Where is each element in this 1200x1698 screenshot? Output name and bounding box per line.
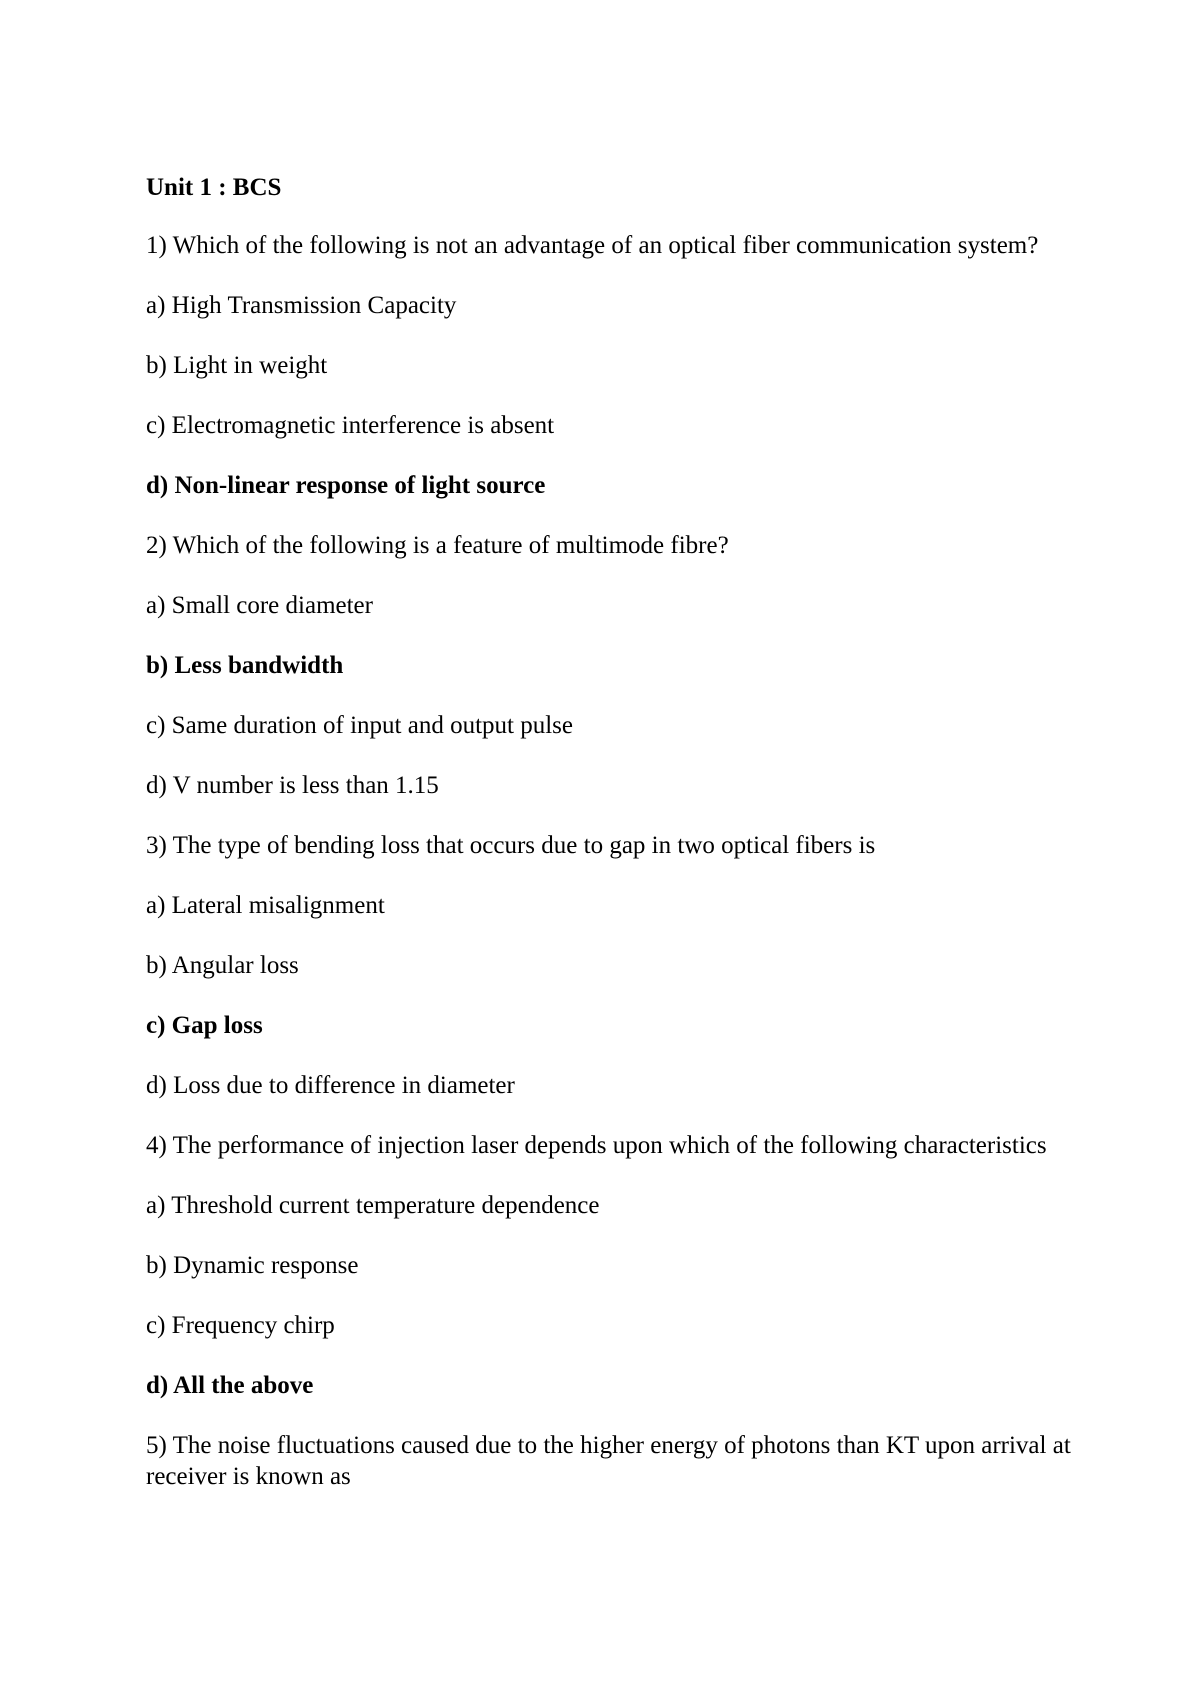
document-title: Unit 1 : BCS [146, 174, 282, 201]
answer-option: c) Electromagnetic interference is absent [146, 412, 555, 439]
answer-option: d) Loss due to difference in diameter [146, 1072, 515, 1099]
answer-option: b) Angular loss [146, 952, 299, 979]
answer-option: a) Threshold current temperature dependence [146, 1192, 600, 1219]
correct-answer-option: c) Gap loss [146, 1012, 263, 1039]
answer-option: a) Small core diameter [146, 592, 373, 619]
correct-answer-option: b) Less bandwidth [146, 652, 344, 679]
question-text: 3) The type of bending loss that occurs due to gap in two optical fibers is [146, 832, 876, 859]
question-text: 1) Which of the following is not an advantage of an optical fiber communication system? [146, 232, 1039, 259]
document-body [146, 172, 1076, 1521]
answer-option: d) V number is less than 1.15 [146, 772, 439, 799]
answer-option: a) High Transmission Capacity [146, 292, 457, 319]
correct-answer-option: d) Non-linear response of light source [146, 472, 546, 499]
answer-option: c) Frequency chirp [146, 1312, 335, 1339]
answer-option: b) Light in weight [146, 352, 328, 379]
question-text: 5) The noise fluctuations caused due to the higher energy of photons than KT upon arrival at receiver is known as [146, 1432, 1071, 1490]
question-text: 4) The performance of injection laser depends upon which of the following characteristics [146, 1132, 1047, 1159]
correct-answer-option: d) All the above [146, 1372, 314, 1399]
question-list [146, 230, 1076, 1492]
answer-option: c) Same duration of input and output pulse [146, 712, 574, 739]
answer-option: a) Lateral misalignment [146, 892, 385, 919]
answer-option: b) Dynamic response [146, 1252, 359, 1279]
question-text: 2) Which of the following is a feature of multimode fibre? [146, 532, 729, 559]
